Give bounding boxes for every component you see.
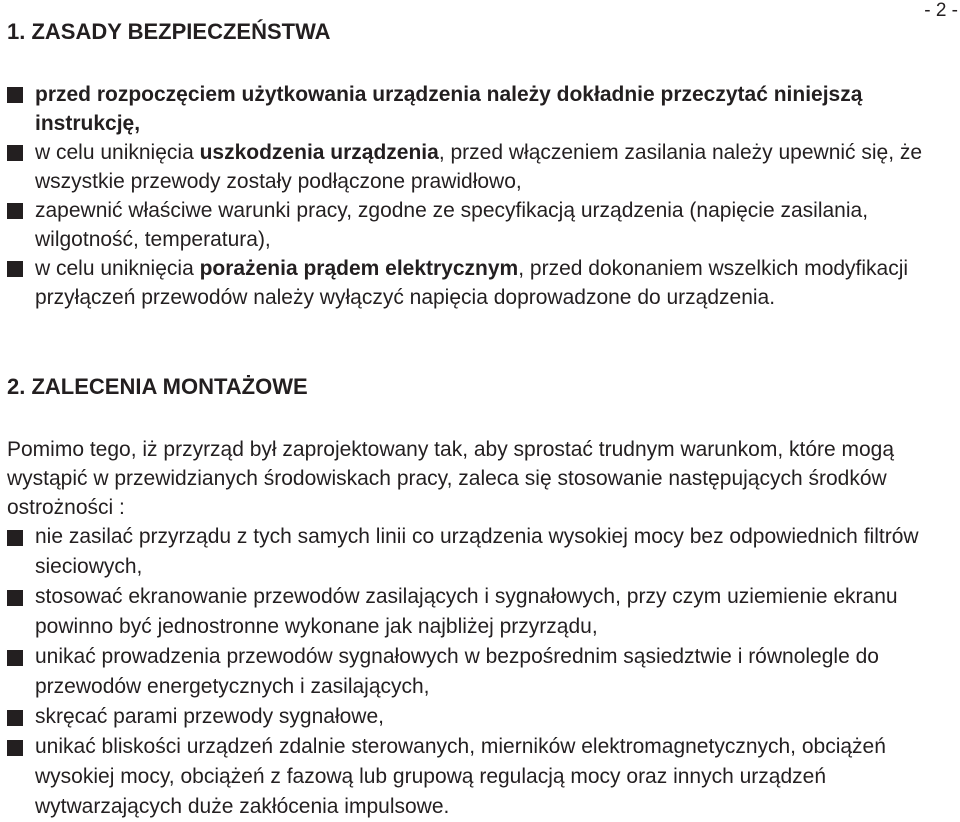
safety-rules-list xyxy=(7,80,942,312)
list-item xyxy=(7,254,942,312)
square-bullet-icon xyxy=(7,261,23,277)
item-text: unikać bliskości urządzeń zdalnie sterowanych, mierników elektromagnetycznych, obciążeń wysokiej mocy, obciążeń z fazową lub grupową regulacją mocy oraz innych urządzeń wytwarzających duże zakłócenia impulsowe. xyxy=(35,735,886,818)
square-bullet-icon xyxy=(7,590,23,606)
square-bullet-icon xyxy=(7,203,23,219)
item-text-bold: uszkodzenia urządzenia xyxy=(199,141,439,164)
list-item xyxy=(7,642,942,702)
item-text-post: , przed dokonaniem wszelkich modyfikacji przyłączeń przewodów należy wyłączyć napięcia doprowadzone do urządzenia. xyxy=(35,257,909,309)
list-item xyxy=(7,80,942,138)
item-text-pre: w celu uniknięcia xyxy=(35,141,200,164)
list-item xyxy=(7,582,942,642)
list-item xyxy=(7,732,942,822)
list-item xyxy=(7,196,942,254)
section-2-title: 2. ZALECENIA MONTAŻOWE xyxy=(7,374,308,399)
list-item xyxy=(7,522,942,582)
square-bullet-icon xyxy=(7,740,23,756)
item-text: stosować ekranowanie przewodów zasilających i sygnałowych, przy czym uziemienie ekranu powinno być jednostronne wykonane jak najbliżej przyrządu, xyxy=(35,585,898,638)
list-item xyxy=(7,138,942,196)
item-text: nie zasilać przyrządu z tych samych linii co urządzenia wysokiej mocy bez odpowiednich filtrów sieciowych, xyxy=(35,525,919,578)
item-text: przed rozpoczęciem użytkowania urządzenia należy dokładnie przeczytać niniejszą instrukcję, xyxy=(35,83,863,135)
square-bullet-icon xyxy=(7,710,23,726)
item-text: skręcać parami przewody sygnałowe, xyxy=(35,705,384,728)
page-number: - 2 - xyxy=(924,0,958,21)
item-text: unikać prowadzenia przewodów sygnałowych w bezpośrednim sąsiedztwie i równolegle do przewodów energetycznych i zasilających, xyxy=(35,645,879,698)
item-text-pre: w celu uniknięcia xyxy=(35,257,200,280)
intro-paragraph: Pomimo tego, iż przyrząd był zaprojektowany tak, aby sprostać trudnym warunkom, które mogą wystąpić w przewidzianych środowiskach pracy, zaleca się stosowanie następujących środków ostrożności : xyxy=(7,438,895,519)
square-bullet-icon xyxy=(7,87,23,103)
list-item xyxy=(7,702,942,732)
installation-recommendations xyxy=(7,435,942,822)
square-bullet-icon xyxy=(7,145,23,161)
item-text-bold: porażenia prądem elektrycznym xyxy=(199,257,519,280)
item-text-post: , przed włączeniem zasilania należy upewnić się, że wszystkie przewody zostały podłączone prawidłowo, xyxy=(35,141,923,193)
square-bullet-icon xyxy=(7,530,23,546)
square-bullet-icon xyxy=(7,650,23,666)
section-1-title: 1. ZASADY BEZPIECZEŃSTWA xyxy=(7,19,331,44)
item-text: zapewnić właściwe warunki pracy, zgodne ze specyfikacją urządzenia (napięcie zasilania, wilgotność, temperatura), xyxy=(35,199,869,251)
